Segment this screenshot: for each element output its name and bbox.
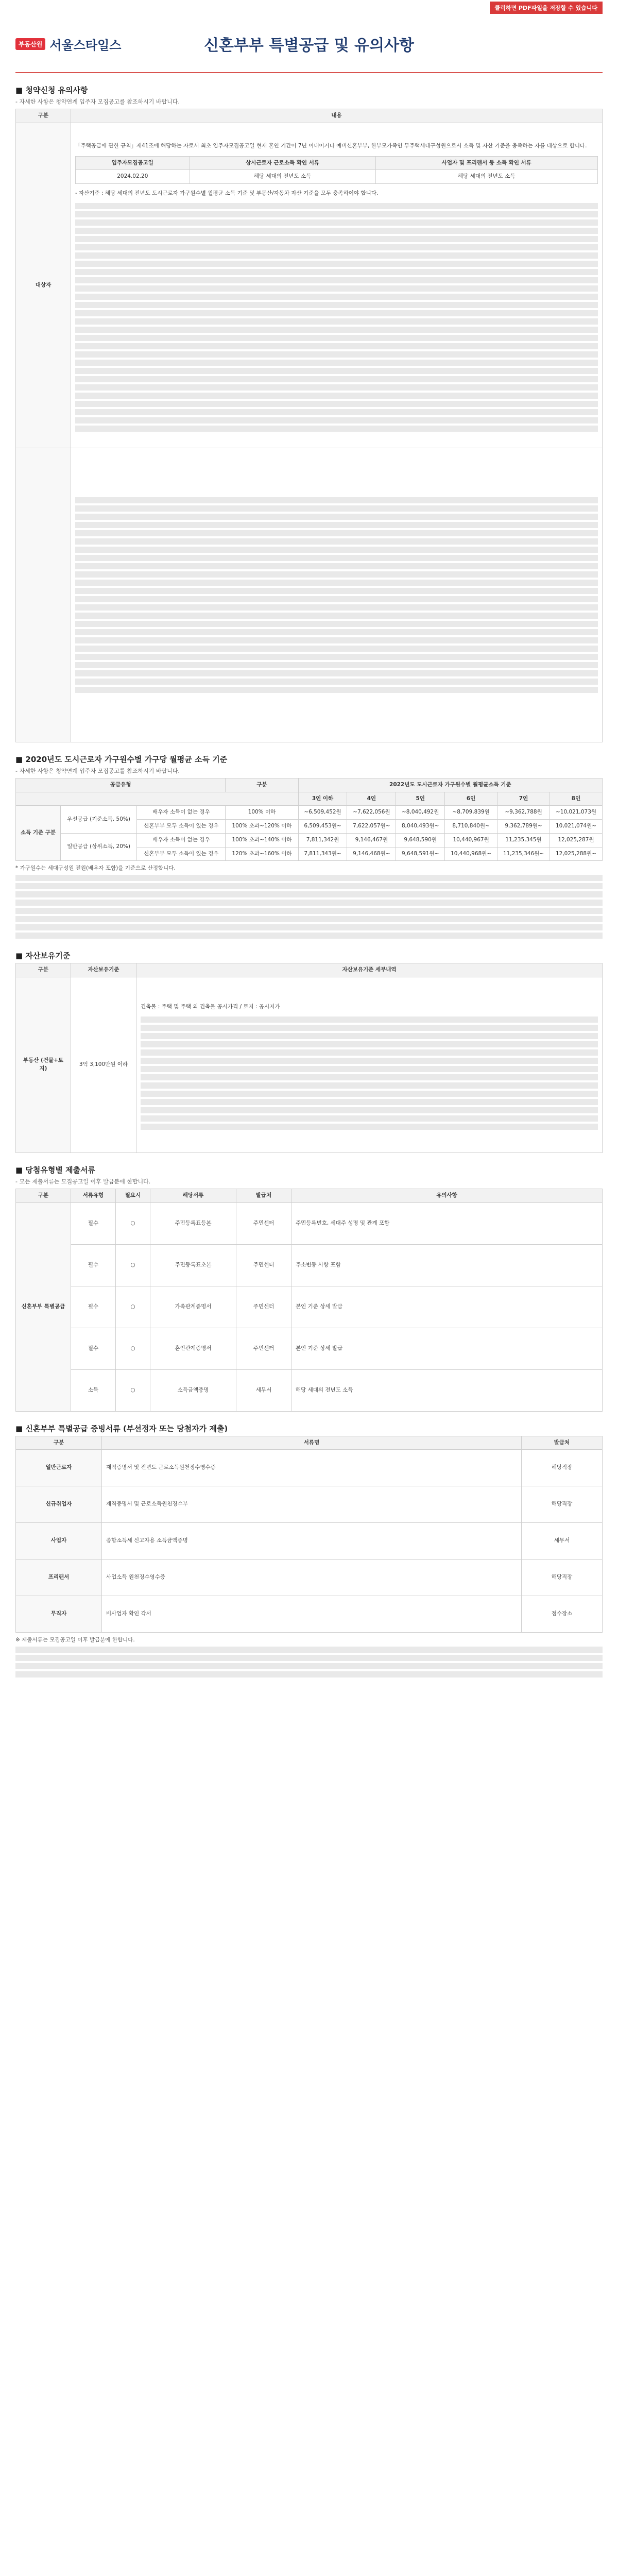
col-header: 공급유형 (16, 778, 226, 792)
col-header: 4인 (347, 792, 396, 806)
cell: 주소변동 사항 포함 (291, 1244, 603, 1286)
note-text: ※ 제출서류는 모집공고일 이후 발급분에 한합니다. (15, 1637, 135, 1643)
cell: 해당직장 (522, 1486, 603, 1523)
cell: ~8,040,492원 (396, 806, 445, 820)
cell: 필수 (71, 1244, 116, 1286)
col-header: 구분 (16, 963, 71, 977)
col-header: 자산보유기준 세부내역 (136, 963, 603, 977)
cell: 해당 세대의 전년도 소득 (190, 170, 375, 184)
col-header: 발급처 (522, 1436, 603, 1450)
col-header: 구분 (16, 1436, 102, 1450)
table-row (16, 1450, 603, 1486)
logo-badge: 부동산원 (15, 38, 45, 50)
cell: 8,040,493원~ (396, 820, 445, 834)
section-title: ■ 신혼부부 특별공급 증빙서류 (부선정자 또는 당첨자가 제출) (15, 1423, 228, 1433)
cell: ~8,709,839원 (445, 806, 497, 820)
cell: 일반공급 (상위소득, 20%) (61, 833, 137, 861)
cell: 12,025,288원~ (550, 847, 603, 861)
cell: 9,362,789원~ (497, 820, 550, 834)
cell: 종합소득세 신고자용 소득금액증명 (102, 1523, 522, 1560)
table-row (16, 1286, 603, 1328)
table-row (16, 1202, 603, 1244)
col-header: 2022년도 도시근로자 가구원수별 월평균소득 기준 (298, 778, 602, 792)
cell: 120% 초과~160% 이하 (226, 847, 298, 861)
row-body: - 자산기준 : 해당 세대의 전년도 도시근로자 가구원수별 월평균 소득 기준 및 부동산/자동차 자산 기준을 모두 충족하여야 합니다. (75, 190, 379, 196)
cell: 주민센터 (236, 1202, 291, 1244)
cell: 주민등록번호, 세대주 성명 및 관계 포함 (291, 1202, 603, 1244)
col-header: 발급처 (236, 1189, 291, 1202)
cell: 소득 기준 구분 (16, 806, 61, 861)
cell: 100% 초과~140% 이하 (226, 833, 298, 847)
row-content (71, 448, 603, 742)
section-assets (15, 950, 603, 1153)
col-header: 상시근로자 근로소득 확인 서류 (190, 156, 375, 170)
table-row (16, 1596, 603, 1633)
cell (136, 977, 603, 1153)
cell: ○ (116, 1244, 150, 1286)
cell: 소득 (71, 1369, 116, 1411)
cell: 필수 (71, 1286, 116, 1328)
cell: 사업소득 원천징수영수증 (102, 1560, 522, 1596)
section-subtitle: - 자세한 사항은 청약연계 입주자 모집공고를 참조하시기 바랍니다. (15, 98, 180, 105)
cell: 8,710,840원~ (445, 820, 497, 834)
cell: ○ (116, 1369, 150, 1411)
cell: 혼인관계증명서 (150, 1328, 236, 1369)
cell: 신혼부부 모두 소득이 있는 경우 (137, 820, 226, 834)
cell: 필수 (71, 1202, 116, 1244)
cell: ○ (116, 1328, 150, 1369)
col-header: 사업자 및 프리랜서 등 소득 확인 서류 (375, 156, 597, 170)
cell: 세무서 (522, 1523, 603, 1560)
cell: 주민센터 (236, 1328, 291, 1369)
cell: 11,235,346원~ (497, 847, 550, 861)
col-header: 필요시 (116, 1189, 150, 1202)
save-pdf-button[interactable]: 클릭하면 PDF파일을 저장할 수 있습니다 (490, 2, 603, 14)
cell: 3억 3,100만원 이하 (71, 977, 136, 1153)
cell: 재직증명서 및 전년도 근로소득원천징수영수증 (102, 1450, 522, 1486)
cell: 무직자 (16, 1596, 102, 1633)
col-header: 내용 (71, 109, 603, 123)
income-note (15, 864, 603, 939)
cell: 배우자 소득이 없는 경우 (137, 806, 226, 820)
header (15, 15, 603, 73)
cell: 본인 기준 상세 발급 (291, 1328, 603, 1369)
col-header: 구분 (226, 778, 298, 792)
cell: 7,622,057원~ (347, 820, 396, 834)
col-header: 6인 (445, 792, 497, 806)
section-documents (15, 1164, 603, 1412)
col-header: 3인 이하 (298, 792, 347, 806)
table-row (16, 1560, 603, 1596)
cell: 주민센터 (236, 1244, 291, 1286)
cell: 7,811,342원 (298, 833, 347, 847)
inner-table (75, 156, 598, 184)
cell: 10,440,967원 (445, 833, 497, 847)
table-row (16, 1369, 603, 1411)
cell: 세무서 (236, 1369, 291, 1411)
cell: 필수 (71, 1328, 116, 1369)
cell: 본인 기준 상세 발급 (291, 1286, 603, 1328)
cell: ○ (116, 1286, 150, 1328)
cell: 해당 세대의 전년도 소득 (291, 1369, 603, 1411)
cell: 부동산 (건물+토지) (16, 977, 71, 1153)
cell: 접수장소 (522, 1596, 603, 1633)
cell: 12,025,287원 (550, 833, 603, 847)
section-title: ■ 당첨유형별 제출서류 (15, 1165, 96, 1175)
cell: 우선공급 (기준소득, 50%) (61, 806, 137, 834)
col-header (16, 792, 299, 806)
cell: 6,509,453원~ (298, 820, 347, 834)
asset-table (15, 963, 603, 1153)
cell: 해당직장 (522, 1560, 603, 1596)
proof-table (15, 1436, 603, 1633)
col-header: 8인 (550, 792, 603, 806)
col-header: 해당서류 (150, 1189, 236, 1202)
cell: 7,811,343원~ (298, 847, 347, 861)
section-subtitle: - 자세한 사항은 청약연계 입주자 모집공고를 참조하시기 바랍니다. (15, 767, 180, 774)
cell: 신혼부부 모두 소득이 있는 경우 (137, 847, 226, 861)
table-row (16, 1486, 603, 1523)
cell: 신규취업자 (16, 1486, 102, 1523)
section-subtitle: - 모든 제출서류는 모집공고일 이후 발급분에 한합니다. (15, 1178, 151, 1185)
cell: 주민등록표초본 (150, 1244, 236, 1286)
section-income (15, 754, 603, 939)
note-text: * 가구원수는 세대구성원 전원(배우자 포함)을 기준으로 산정합니다. (15, 865, 176, 872)
cell: ~10,021,073원 (550, 806, 603, 820)
cell: 비사업자 확인 각서 (102, 1596, 522, 1633)
cell: 주민센터 (236, 1286, 291, 1328)
cell: 배우자 소득이 없는 경우 (137, 833, 226, 847)
documents-table (15, 1189, 603, 1412)
col-header: 7인 (497, 792, 550, 806)
cell: 신혼부부 특별공급 (16, 1202, 71, 1411)
notice-table (15, 109, 603, 742)
row-label (16, 448, 71, 742)
cell: 11,235,345원 (497, 833, 550, 847)
cell: 10,021,074원~ (550, 820, 603, 834)
cell: 사업자 (16, 1523, 102, 1560)
col-header: 서류명 (102, 1436, 522, 1450)
col-header: 구분 (16, 1189, 71, 1202)
row-content (71, 123, 603, 448)
top-bar (15, 0, 603, 15)
proof-note (15, 1636, 603, 1677)
section-title: ■ 2020년도 도시근로자 가구원수별 가구당 월평균 소득 기준 (15, 754, 228, 764)
cell: 해당 세대의 전년도 소득 (375, 170, 597, 184)
asset-detail: 건축물 : 주택 및 주택 외 건축물 공시가격 / 토지 : 공시지가 (141, 1003, 280, 1010)
table-row (16, 977, 603, 1153)
col-header: 서류유형 (71, 1189, 116, 1202)
cell: 9,648,590원 (396, 833, 445, 847)
cell: 주민등록표등본 (150, 1202, 236, 1244)
cell: 소득금액증명 (150, 1369, 236, 1411)
cell: 100% 이하 (226, 806, 298, 820)
cell: 일반근로자 (16, 1450, 102, 1486)
cell: ~7,622,056원 (347, 806, 396, 820)
col-header: 구분 (16, 109, 71, 123)
cell: 100% 초과~120% 이하 (226, 820, 298, 834)
table-row (16, 1328, 603, 1369)
cell: 10,440,968원~ (445, 847, 497, 861)
cell: ~6,509,452원 (298, 806, 347, 820)
section-notice (15, 84, 603, 742)
income-table (15, 778, 603, 861)
section-proof-documents (15, 1423, 603, 1678)
col-header: 입주자모집공고일 (76, 156, 190, 170)
cell: ~9,362,788원 (497, 806, 550, 820)
section-title: ■ 자산보유기준 (15, 951, 71, 961)
table-row (16, 806, 603, 820)
col-header: 자산보유기준 (71, 963, 136, 977)
page-title: 신혼부부 특별공급 및 유의사항 (203, 37, 415, 55)
row-text: 「주택공급에 관한 규칙」제41조에 해당하는 자로서 최초 입주자모집공고일 현재 혼인 기간이 7년 이내이거나 예비신혼부부, 한부모가족인 무주택세대구성원으로서 소득 및 자산 기준을 충족하는 자를 대상으로 합니다. (75, 143, 587, 149)
col-header: 5인 (396, 792, 445, 806)
table-row (16, 1244, 603, 1286)
table-row (16, 833, 603, 847)
cell: 재직증명서 및 근로소득원천징수부 (102, 1486, 522, 1523)
section-title: ■ 청약신청 유의사항 (15, 86, 88, 95)
cell: 가족관계증명서 (150, 1286, 236, 1328)
table-row (16, 1523, 603, 1560)
logo-name: 서울스타일스 (49, 38, 122, 53)
cell: 해당직장 (522, 1450, 603, 1486)
cell: 9,146,467원 (347, 833, 396, 847)
cell: 9,648,591원~ (396, 847, 445, 861)
cell: 2024.02.20 (76, 170, 190, 184)
cell: 프리랜서 (16, 1560, 102, 1596)
cell: ○ (116, 1202, 150, 1244)
cell: 9,146,468원~ (347, 847, 396, 861)
col-header: 유의사항 (291, 1189, 603, 1202)
row-label: 대상자 (16, 123, 71, 448)
